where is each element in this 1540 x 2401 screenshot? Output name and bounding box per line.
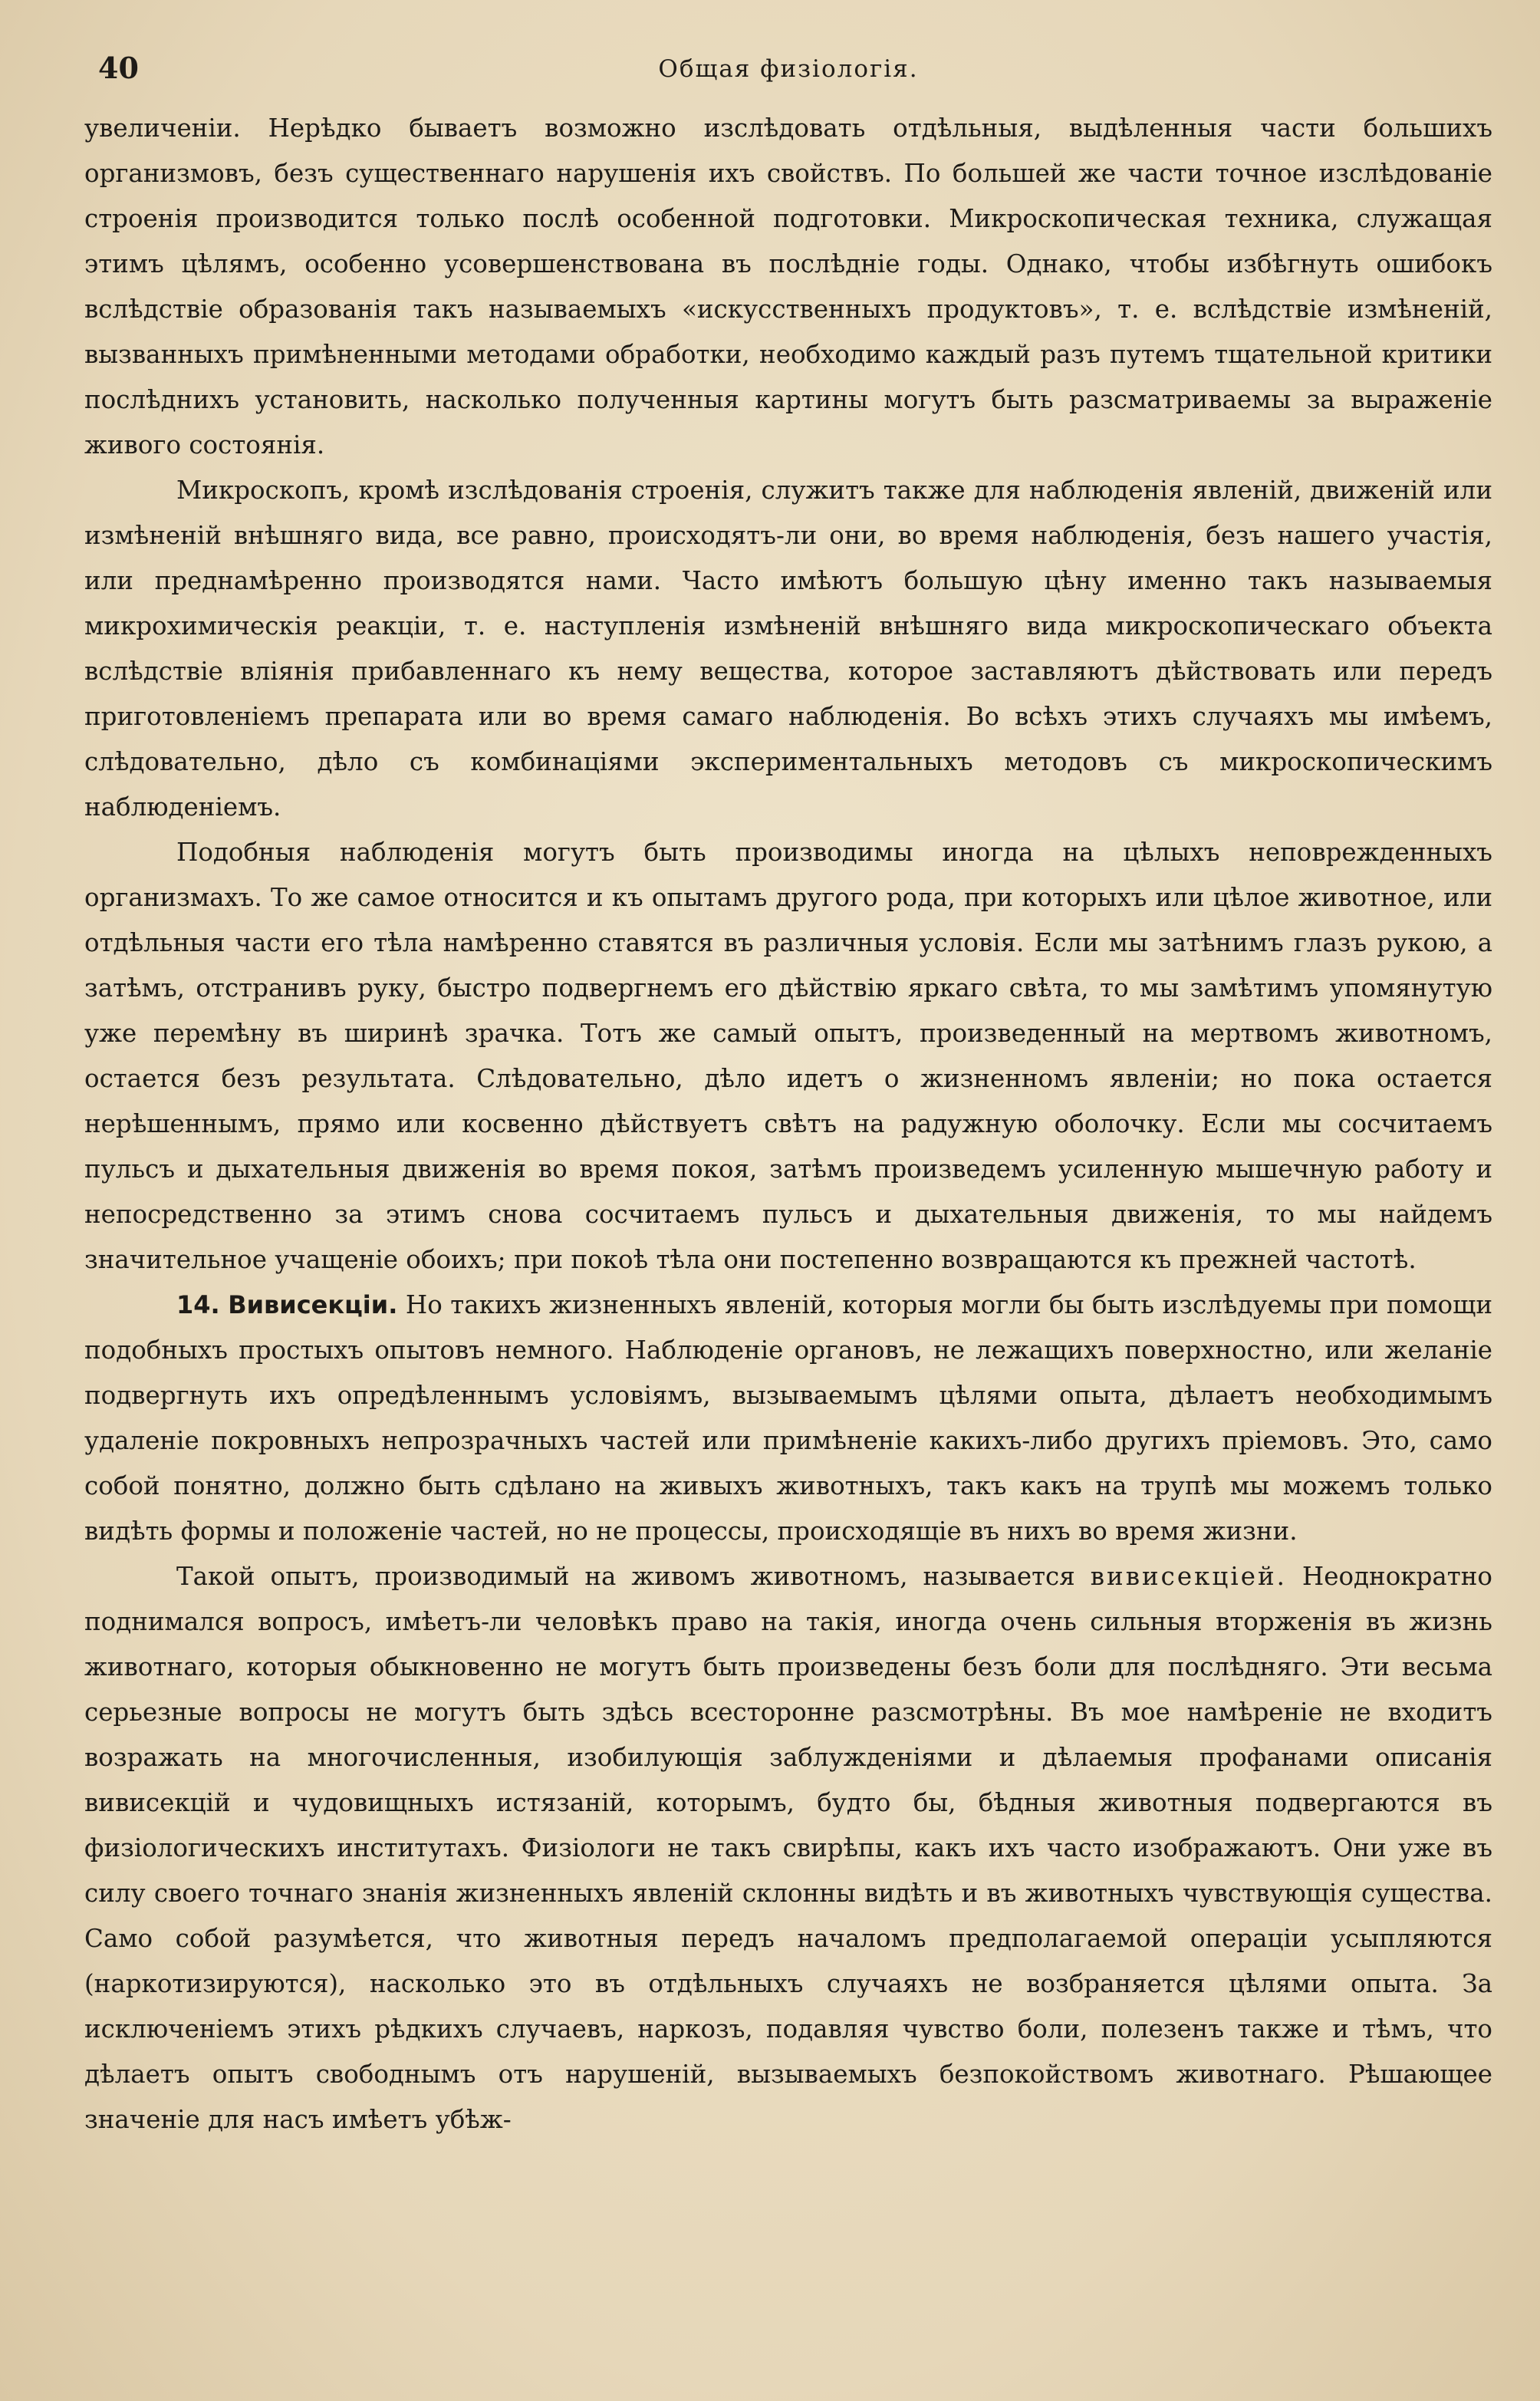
page-header — [84, 41, 1492, 106]
section-title: Вивисекціи. — [228, 1290, 398, 1319]
section-number: 14. — [176, 1290, 220, 1319]
term-vivisection: вивисекціей. — [1090, 1562, 1287, 1591]
paragraph-text-before: Такой опытъ, производимый на живомъ животномъ, называется — [176, 1562, 1075, 1591]
paragraph-text-after: Неоднократно поднимался вопросъ, имѣетъ-ли человѣкъ право на такія, иногда очень сильныя вторженія въ жизнь животнаго, которыя обыкновенно не могутъ быть произведены безъ боли для послѣдняго. Эти весьма серьезные вопросы не могутъ быть здѣсь всесторонне разсмотрѣны. Въ мое намѣреніе не входитъ возражать на многочисленныя, изобилующія заблужденіями и дѣлаемыя профанами описанія вивисекцій и чудовищныхъ истязаній, которымъ, будто бы, бѣдныя животныя подвергаются въ физіологическихъ институтахъ. Физіологи не такъ свирѣпы, какъ ихъ часто изображаютъ. Они уже въ силу своего точнаго знанія жизненныхъ явленій склонны видѣть и въ животныхъ чувствующія существа. Само собой разумѣется, что животныя передъ началомъ предполагаемой операціи усыпляются (наркотизируются), насколько это въ отдѣльныхъ случаяхъ не возбраняется цѣлями опыта. За исключеніемъ этихъ рѣдкихъ случаевъ, наркозъ, подавляя чувство боли, полезенъ также и тѣмъ, что дѣлаетъ опытъ свободнымъ отъ нарушеній, вызываемыхъ безпокойствомъ животнаго. Рѣшающее значеніе для насъ имѣетъ убѣж- — [84, 1562, 1492, 2134]
section-vivisection — [84, 1283, 1492, 1554]
paragraph-observations: Подобныя наблюденія могутъ быть производимы иногда на цѣлыхъ неповрежденныхъ организмахъ. То же самое относится и къ опытамъ другого рода, при которыхъ или цѣлое животное, или отдѣльныя части его тѣла намѣренно ставятся въ различныя условія. Если мы затѣнимъ глазъ рукою, а затѣмъ, отстранивъ руку, быстро подвергнемъ его дѣйствію яркаго свѣта, то мы замѣтимъ упомянутую уже перемѣну въ ширинѣ зрачка. Тотъ же самый опытъ, произведенный на мертвомъ животномъ, остается безъ результата. Слѣдовательно, дѣло идетъ о жизненномъ явленіи; но пока остается нерѣшеннымъ, прямо или косвенно дѣйствуетъ свѣтъ на радужную оболочку. Если мы сосчитаемъ пульсъ и дыхательныя движенія во время покоя, затѣмъ произведемъ усиленную мышечную работу и непосредственно за этимъ снова сосчитаемъ пульсъ и дыхательныя движенія, то мы найдемъ значительное учащеніе обоихъ; при покоѣ тѣла они постепенно возвращаются къ прежней частотѣ. — [84, 838, 1492, 1274]
paragraph-microscope: Микроскопъ, кромѣ изслѣдованія строенія, служитъ также для наблюденія явленій, движеній или измѣненій внѣшняго вида, все равно, происходятъ-ли они, во время наблюденія, безъ нашего участія, или преднамѣренно производятся нами. Часто имѣютъ большую цѣну именно такъ называемыя микрохимическія реакціи, т. е. наступленія измѣненій внѣшняго вида микроскопическаго объекта вслѣдствіе вліянія прибавленнаго къ нему вещества, которое заставляютъ дѣйствовать или передъ приготовленіемъ препарата или во время самаго наблюденія. Во всѣхъ этихъ случаяхъ мы имѣемъ, слѣдовательно, дѣло съ комбинаціями экспериментальныхъ методовъ съ микроскопическимъ наблюденіемъ. — [84, 476, 1492, 822]
body-text — [84, 106, 1492, 2142]
section-text: Но такихъ жизненныхъ явленій, которыя могли бы быть изслѣдуемы при помощи подобныхъ простыхъ опытовъ немного. Наблюденіе органовъ, не лежащихъ поверхностно, или желаніе подвергнуть ихъ опредѣленнымъ условіямъ, вызываемымъ цѣлями опыта, дѣлаетъ необходимымъ удаленіе покровныхъ непрозрачныхъ частей или примѣненіе какихъ-либо другихъ пріемовъ. Это, само собой понятно, должно быть сдѣлано на живыхъ животныхъ, такъ какъ на трупѣ мы можемъ только видѣть формы и положеніе частей, но не процессы, происходящіе въ нихъ во время жизни. — [84, 1290, 1492, 1546]
paragraph-vivisection-definition — [84, 1554, 1492, 2142]
paragraph-continuation: увеличенiи. Нерѣдко бываетъ возможно изслѣдовать отдѣльныя, выдѣленныя части большихъ организмовъ, безъ существеннаго нарушенія ихъ свойствъ. По большей же части точное изслѣдованіе строенія производится только послѣ особенной подготовки. Микроскопическая техника, служащая этимъ цѣлямъ, особенно усовершенствована въ послѣдніе годы. Однако, чтобы избѣгнуть ошибокъ вслѣдствіе образованія такъ называемыхъ «искусственныхъ продуктовъ», т. е. вслѣдствіе измѣненій, вызванныхъ примѣненными методами обработки, необходимо каждый разъ путемъ тщательной критики послѣднихъ установить, насколько полученныя картины могутъ быть разсматриваемы за выраженіе живого состоянія. — [84, 114, 1492, 459]
running-title: Общая физіологія. — [658, 55, 919, 83]
page-number: 40 — [98, 51, 139, 85]
